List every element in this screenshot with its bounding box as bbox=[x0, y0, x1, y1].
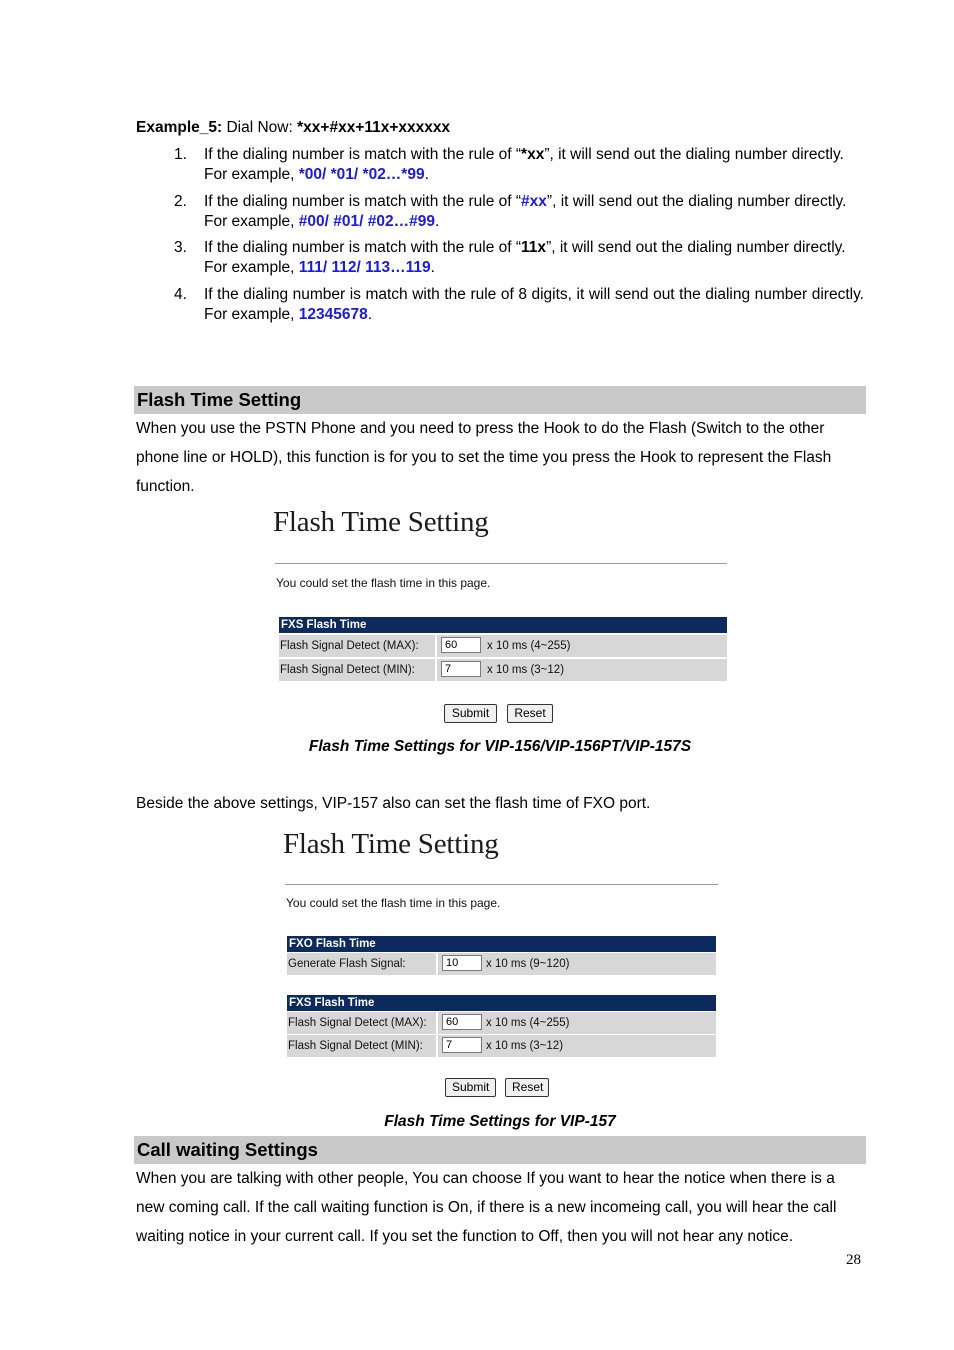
flash-min-input[interactable] bbox=[442, 1037, 482, 1053]
list-text: If the dialing number is match with the rule of “*xx”, it will send out the dialing number directly. For example, *00/ *01/ *02…*99. bbox=[204, 146, 844, 183]
list-item bbox=[174, 238, 864, 278]
example-rule: *xx+#xx+11x+xxxxxx bbox=[297, 119, 451, 136]
table-row bbox=[287, 1012, 716, 1034]
list-number: 4. bbox=[174, 286, 187, 303]
example-label: Example_5: bbox=[136, 119, 223, 136]
unit-text: x 10 ms (3~12) bbox=[487, 664, 565, 676]
table-row bbox=[279, 659, 727, 681]
example-values: #00/ #01/ #02…#99 bbox=[298, 212, 435, 230]
row-label: Flash Signal Detect (MAX): bbox=[279, 635, 437, 657]
shot2-note: You could set the flash time in this page. bbox=[286, 896, 501, 910]
fxs-flash-time-header: FXS Flash Time bbox=[287, 995, 716, 1011]
section-heading-flash-time: Flash Time Setting bbox=[134, 386, 866, 414]
list-number: 2. bbox=[174, 193, 187, 210]
row-label: Flash Signal Detect (MIN): bbox=[279, 659, 437, 681]
figure-caption: Flash Time Settings for VIP-157 bbox=[384, 1113, 616, 1130]
shot2-title: Flash Time Setting bbox=[283, 828, 499, 860]
list-text: If the dialing number is match with the rule of “#xx”, it will send out the dialing number directly. For example, #00/ #01/ #02…#99. bbox=[204, 193, 847, 230]
fxs-flash-time-header: FXS Flash Time bbox=[279, 617, 727, 633]
example-title bbox=[136, 118, 450, 137]
list-text: If the dialing number is match with the rule of 8 digits, it will send out the dialing number directly. For example, 12345678. bbox=[204, 286, 864, 323]
list-text: If the dialing number is match with the rule of “11x”, it will send out the dialing number directly. For example, 111/ 112/ 113…119. bbox=[204, 239, 846, 276]
list-item bbox=[174, 285, 864, 325]
call-waiting-description: When you are talking with other people, You can choose If you want to hear the notice when there is a new coming call. If the call waiting function is On, if there is a new incomeing call, you will hear the call waiting notice in your current call. If you set the function to Off, then you will not hear any notice. bbox=[136, 1170, 837, 1245]
page-number: 28 bbox=[846, 1252, 861, 1268]
shot1-title: Flash Time Setting bbox=[273, 506, 489, 538]
example-values: 111/ 112/ 113…119 bbox=[298, 258, 431, 276]
unit-text: x 10 ms (4~255) bbox=[486, 1017, 570, 1029]
row-label: Flash Signal Detect (MIN): bbox=[287, 1035, 438, 1057]
list-number: 3. bbox=[174, 239, 187, 256]
unit-text: x 10 ms (4~255) bbox=[487, 640, 571, 652]
row-label: Flash Signal Detect (MAX): bbox=[287, 1012, 438, 1034]
submit-button[interactable]: Submit bbox=[444, 704, 497, 723]
reset-button[interactable]: Reset bbox=[505, 1078, 549, 1097]
flash-min-input[interactable] bbox=[441, 661, 481, 677]
shot2-divider bbox=[285, 884, 718, 885]
table-row bbox=[287, 1035, 716, 1057]
example-values: *00/ *01/ *02…*99 bbox=[298, 165, 425, 183]
fxo-flash-time-header: FXO Flash Time bbox=[287, 936, 716, 952]
unit-text: x 10 ms (3~12) bbox=[486, 1040, 564, 1052]
flash-max-input[interactable] bbox=[442, 1014, 482, 1030]
list-number: 1. bbox=[174, 146, 187, 163]
example-intro: Dial Now: bbox=[226, 119, 293, 136]
reset-button[interactable]: Reset bbox=[507, 704, 553, 723]
flash-max-input[interactable] bbox=[441, 637, 481, 653]
figure-caption: Flash Time Settings for VIP-156/VIP-156PT/VIP-157S bbox=[308, 738, 692, 755]
shot1-divider bbox=[275, 563, 727, 564]
list-item bbox=[174, 145, 864, 185]
generate-flash-input[interactable] bbox=[442, 955, 482, 971]
beside-text: Beside the above settings, VIP-157 also can set the flash time of FXO port. bbox=[136, 795, 651, 812]
table-row bbox=[279, 635, 727, 657]
section-heading-call-waiting: Call waiting Settings bbox=[134, 1136, 866, 1164]
shot1-note: You could set the flash time in this page. bbox=[276, 576, 491, 590]
flash-description: When you use the PSTN Phone and you need to press the Hook to do the Flash (Switch to the other phone line or HOLD), this function is for you to set the time you press the Hook to represent the Flash function. bbox=[136, 420, 832, 495]
row-label: Generate Flash Signal: bbox=[287, 953, 438, 975]
submit-button[interactable]: Submit bbox=[445, 1078, 496, 1097]
example-values: 12345678 bbox=[298, 305, 368, 323]
table-row bbox=[287, 953, 716, 975]
list-item bbox=[174, 192, 864, 232]
unit-text: x 10 ms (9~120) bbox=[486, 958, 570, 970]
